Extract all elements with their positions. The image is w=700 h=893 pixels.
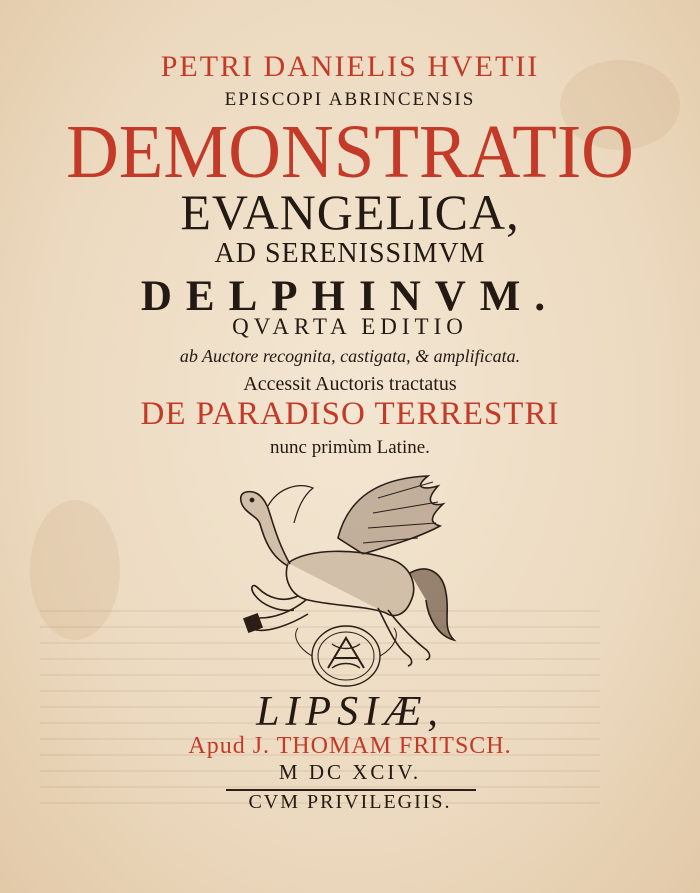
treatise-note: nunc primùm Latine.: [270, 437, 430, 458]
imprint-place: LIPSIÆ,: [256, 689, 444, 735]
imprint-year: M DC XCIV.: [278, 760, 422, 784]
edition-note: ab Auctore recognita, castigata, & amplificata.: [179, 346, 521, 366]
paper-stain: [30, 500, 120, 640]
dedication-line-1: AD SERENISSIMVM: [214, 238, 486, 269]
treatise-title: DE PARADISO TERRESTRI: [140, 396, 560, 432]
author-line: PETRI DANIELIS HVETII: [160, 50, 540, 83]
main-title-2: EVANGELICA,: [180, 184, 520, 240]
main-title: DEMONSTRATIO: [66, 108, 634, 194]
edition-line: QVARTA EDITIO: [232, 314, 468, 339]
author-title: EPISCOPI ABRINCENSIS: [224, 89, 476, 110]
dedication-line-2: DELPHINVM.: [140, 273, 560, 320]
pegasus-monogram-icon: [228, 468, 478, 700]
privilege-line: CVM PRIVILEGIIS.: [248, 791, 452, 813]
accessit-line: Accessit Auctoris tractatus: [243, 373, 457, 395]
imprint-publisher: Apud J. THOMAM FRITSCH.: [188, 733, 512, 759]
